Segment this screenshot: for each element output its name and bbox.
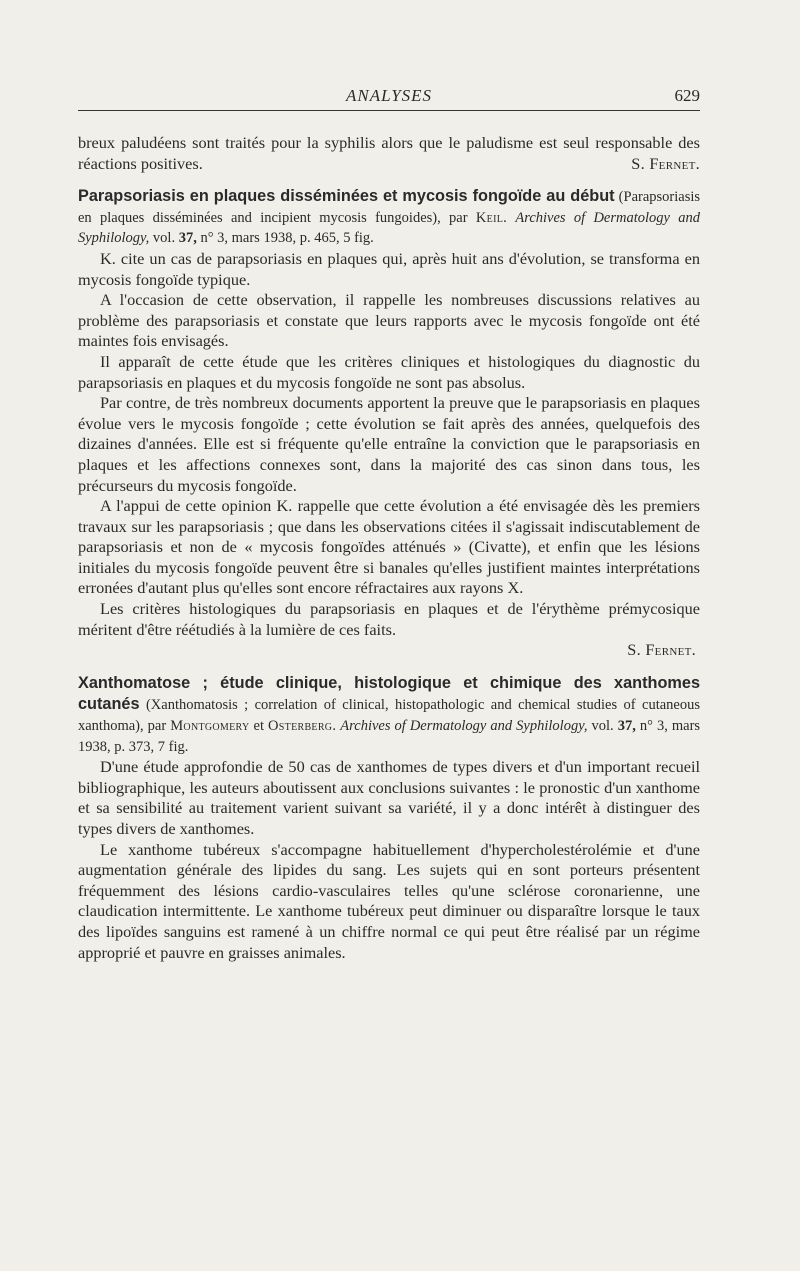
article-author: Keil. <box>475 209 508 226</box>
article-details: n° 3, mars 1938, p. 465, 5 fig. <box>200 230 374 247</box>
article-author: Osterberg. <box>268 718 337 735</box>
article-subtitle: (Xanthomatosis ; correlation of clinical, histopathologic and chemical studies of cutaneous xanthoma), par <box>78 697 700 735</box>
page <box>78 84 700 963</box>
signature: S. Fernet. <box>627 640 696 660</box>
article-heading <box>78 673 700 757</box>
content <box>78 133 700 963</box>
volume-number: 37, <box>178 230 197 247</box>
paragraph: A l'occasion de cette observation, il rappelle les nombreuses discussions relatives au problème des parapsoriasis et constate que leurs rapports avec le mycosis fongoïde ont été maintes fois envisagés. <box>78 290 700 351</box>
article-journal: Archives of Dermatology and Syphilology, <box>340 718 588 735</box>
article-title: Parapsoriasis en plaques disséminées et mycosis fongoïde au début <box>78 187 615 206</box>
author-conjunction: et <box>253 718 264 735</box>
paragraph: Le xanthome tubéreux s'accompagne habituellement d'hypercholestérolémie et d'une augmentation générale des lipides du sang. Les sujets qui en sont porteurs présentent fréquemment des lésions cardio-vasculaires telles qu'une sclérose coronarienne, une claudication intermittente. Le xanthome tubéreux peut diminuer ou disparaître lorsque le taux des lipoïdes sanguins est ramené à un chiffre normal ce qui peut être réalisé par un régime approprié et pauvre en graisses animales. <box>78 839 700 962</box>
article-details: n° 3, mars 1938, p. 373, 7 fig. <box>78 718 701 755</box>
continuation-paragraph <box>78 133 700 174</box>
continuation-text: breux paludéens sont traités pour la syphilis alors que le paludisme est seul responsable des réactions positives. <box>78 133 700 173</box>
paragraph: Par contre, de très nombreux documents apportent la preuve que le parapsoriasis en plaques évolue vers le mycosis fongoïde ; cette évolution se fait après des années, quelquefois des dizaines d'années. Elle est si fréquente qu'elle entraîne la conviction que le parapsoriasis en plaques et les affections connexes sont, dans la majorité des cas sinon dans tous, les précurseurs du mycosis fongoïde. <box>78 393 700 495</box>
article-heading <box>78 186 700 249</box>
volume-prefix: vol. <box>152 230 176 247</box>
paragraph: A l'appui de cette opinion K. rappelle que cette évolution a été envisagée dès les premiers travaux sur les parapsoriasis ; que dans les observations citées il s'agissait indiscutablement de parapsoriasis et non de « mycosis fongoïdes atténués » (Civatte), et enfin que les lésions initiales du mycosis fongoïde peuvent être si banales qu'elles justifient maintes interprétations erronées d'autant plus qu'elles sont encore réfractaires aux rayons X. <box>78 496 700 598</box>
article-title: Xanthomatose ; étude clinique, histologique et chimique des xanthomes cutanés <box>78 673 700 714</box>
article-author: Montgomery <box>170 718 250 735</box>
running-head <box>78 84 700 111</box>
running-title: ANALYSES <box>345 86 433 105</box>
article-journal: Archives of Dermatology and Syphilology, <box>78 209 701 247</box>
volume-number: 37, <box>617 718 636 735</box>
paragraph: Les critères histologiques du parapsoriasis en plaques et de l'érythème prémycosique méritent d'être réétudiés à la lumière de ces faits. <box>78 599 700 639</box>
article-subtitle: (Parapsoriasis en plaques disséminées and incipient mycosis fungoides), par <box>78 189 701 226</box>
volume-prefix: vol. <box>591 718 614 735</box>
paragraph: K. cite un cas de parapsoriasis en plaques qui, après huit ans d'évolution, se transforma en mycosis fongoïde typique. <box>78 248 700 289</box>
paragraph: Il apparaît de cette étude que les critères cliniques et histologiques du diagnostic du parapsoriasis en plaques et du mycosis fongoïde ne sont pas absolus. <box>78 351 700 392</box>
signature: S. Fernet. <box>631 153 700 173</box>
page-number: 629 <box>674 86 700 105</box>
paragraph: D'une étude approfondie de 50 cas de xanthomes de types divers et d'un important recueil bibliographique, les auteurs aboutissent aux conclusions suivantes : le pronostic d'un xanthome et sa sensibilité au traitement varient suivant sa variété, il y a donc intérêt à distinguer des types divers de xanthomes. <box>78 757 700 838</box>
